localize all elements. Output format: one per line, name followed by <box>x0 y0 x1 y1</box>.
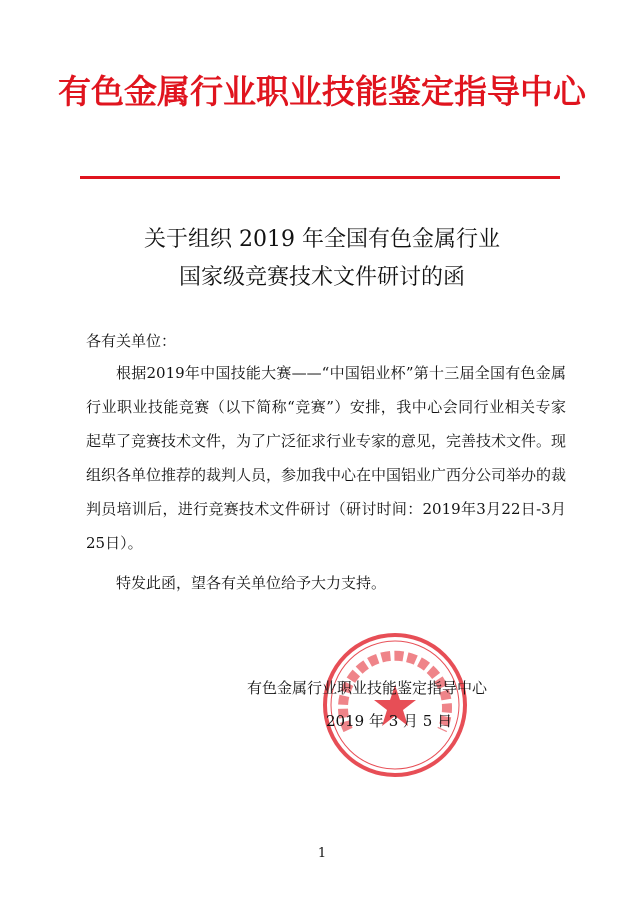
document-title-line-2: 国家级竞赛技术文件研讨的函 <box>178 265 465 290</box>
body-paragraph-2: 特发此函，望各有关单位给予大力支持。 <box>116 574 387 592</box>
letterhead-title: 有色金属行业职业技能鉴定指导中心 <box>58 72 586 111</box>
body-paragraph-1: 根据2019年中国技能大赛——“中国铝业杯”第十三届全国有色金属行业职业技能竞赛（以下简称“竞赛”）安排，我中心会同行业相关专家起草了竞赛技术文件，为了广泛征求行业专家的意见，完善技术文件。现组织各单位推荐的裁判人员，参加我中心在中国铝业广西分公司举办的裁判员培训后，进行竞赛技术文件研讨（研讨时间：2019年3月22日-3月25日）。 <box>86 364 567 552</box>
header-divider <box>80 176 560 179</box>
signature-organization: 有色金属行业职业技能鉴定指导中心 <box>247 679 488 697</box>
page-number: 1 <box>317 846 327 861</box>
signature-date: 2019 年 3 月 5 日 <box>326 712 453 730</box>
official-seal-icon <box>320 630 470 780</box>
salutation: 各有关单位： <box>86 332 177 350</box>
document-title-line-1: 关于组织 2019 年全国有色金属行业 <box>144 227 500 252</box>
